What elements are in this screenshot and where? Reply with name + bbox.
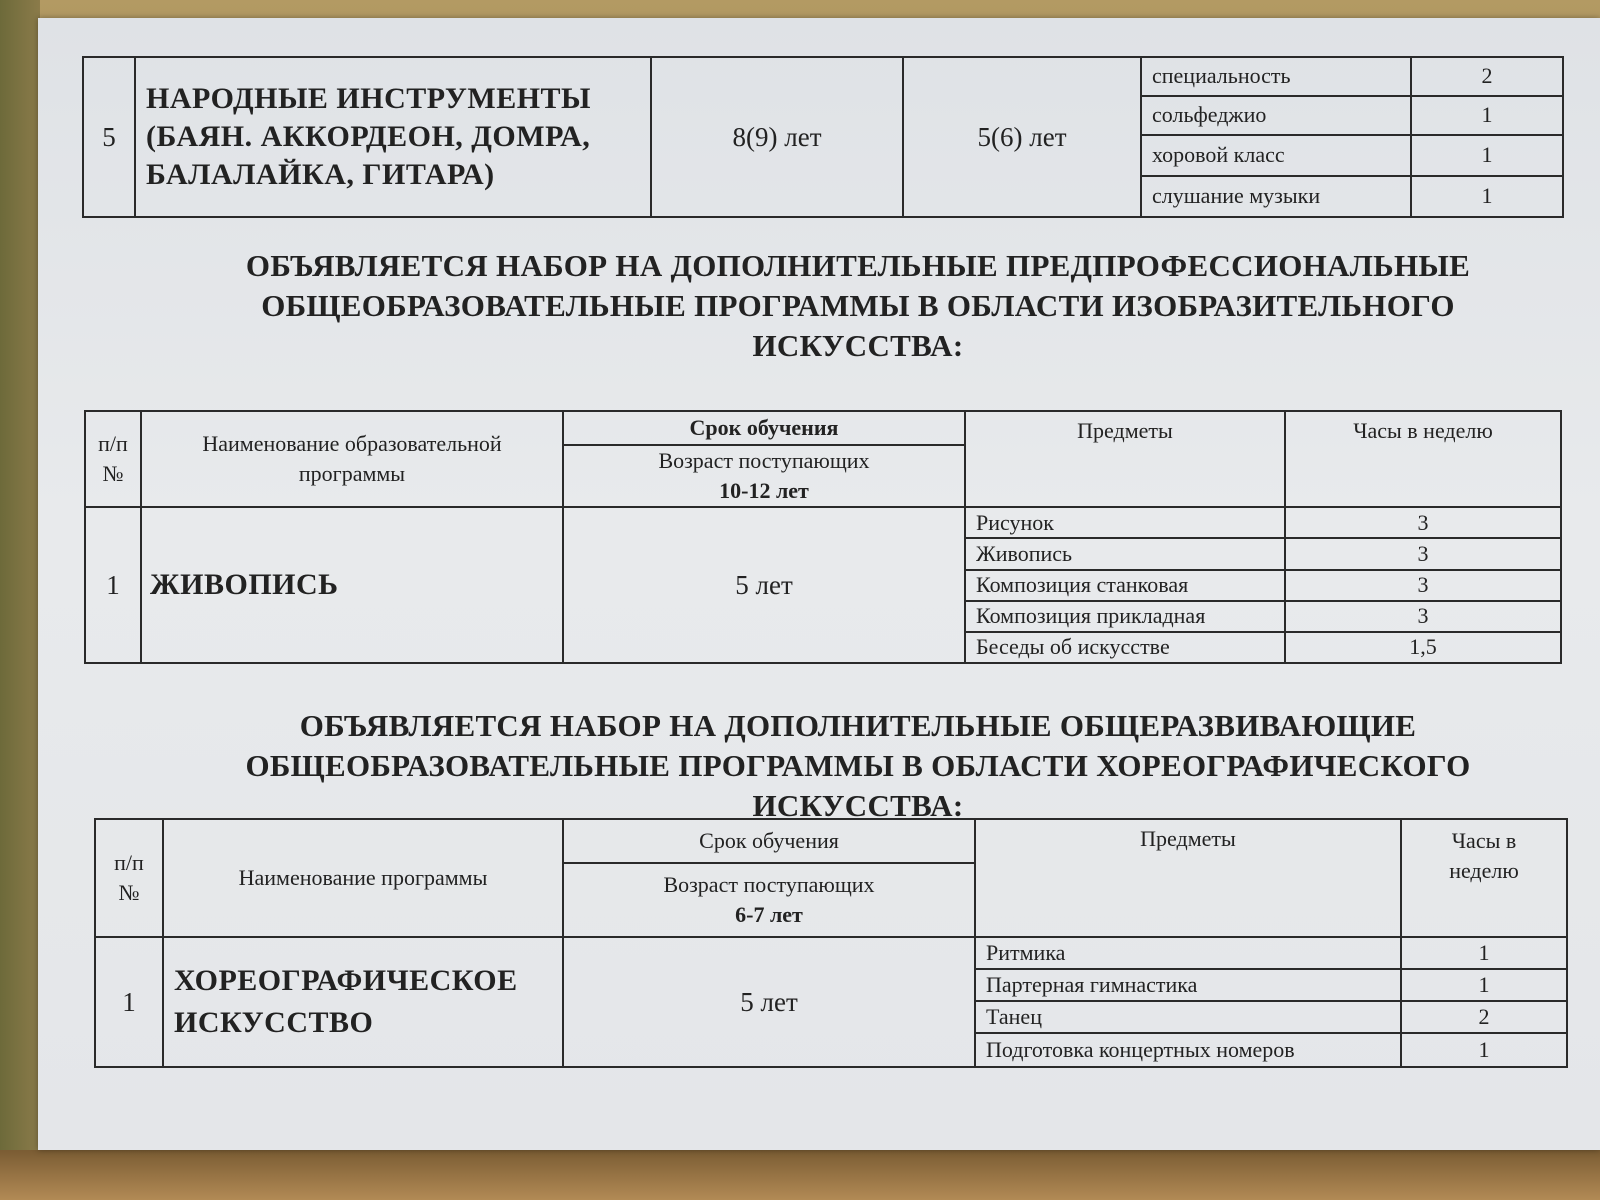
subject-name: Живопись bbox=[965, 538, 1285, 569]
subject-hours: 1 bbox=[1401, 1033, 1567, 1067]
subject-name: хоровой класс bbox=[1141, 135, 1411, 176]
subject-name: Композиция станковая bbox=[965, 570, 1285, 601]
col-age-header: Возраст поступающих 10-12 лет bbox=[563, 445, 965, 507]
program-name: ХОРЕОГРАФИЧЕСКОЕ ИСКУССТВО bbox=[163, 937, 563, 1067]
row-number: 1 bbox=[95, 937, 163, 1067]
row-number: 1 bbox=[85, 507, 141, 663]
subject-hours: 1 bbox=[1401, 969, 1567, 1001]
col-program-header: Наименование образовательной программы bbox=[141, 411, 563, 507]
subject-name: специальность bbox=[1141, 57, 1411, 96]
dance-section-heading: ОБЪЯВЛЯЕТСЯ НАБОР НА ДОПОЛНИТЕЛЬНЫЕ ОБЩЕРАЗВИВАЮЩИЕ ОБЩЕОБРАЗОВАТЕЛЬНЫЕ ПРОГРАММЫ В ОБЛАСТИ ХОРЕОГРАФИЧЕСКОГО ИСКУССТВА: bbox=[245, 708, 1471, 823]
program-term: 5 лет bbox=[563, 937, 975, 1067]
col-program-header: Наименование программы bbox=[163, 819, 563, 937]
program-name: НАРОДНЫЕ ИНСТРУМЕНТЫ (БАЯН. АККОРДЕОН, ДОМРА, БАЛАЛАЙКА, ГИТАРА) bbox=[135, 57, 651, 217]
term-short: 5(6) лет bbox=[903, 57, 1141, 217]
notice-sheet bbox=[38, 18, 1600, 1150]
subject-hours: 1,5 bbox=[1285, 632, 1561, 663]
row-number: 5 bbox=[83, 57, 135, 217]
subject-name: Партерная гимнастика bbox=[975, 969, 1401, 1001]
subject-name: Беседы об искусстве bbox=[965, 632, 1285, 663]
subject-hours: 2 bbox=[1401, 1001, 1567, 1033]
subject-name: слушание музыки bbox=[1141, 176, 1411, 217]
col-hours-header: Часы в неделю bbox=[1401, 819, 1567, 937]
col-subjects-header: Предметы bbox=[975, 819, 1401, 937]
art-program-table bbox=[84, 410, 1562, 664]
subject-name: сольфеджио bbox=[1141, 96, 1411, 135]
col-term-header: Срок обучения bbox=[563, 819, 975, 863]
dance-program-table bbox=[94, 818, 1568, 1068]
col-number-header: п/п № bbox=[95, 819, 163, 937]
subject-name: Композиция прикладная bbox=[965, 601, 1285, 632]
subject-hours: 3 bbox=[1285, 570, 1561, 601]
col-hours-header: Часы в неделю bbox=[1285, 411, 1561, 507]
subject-hours: 1 bbox=[1401, 937, 1567, 969]
col-age-header: Возраст поступающих 6-7 лет bbox=[563, 863, 975, 937]
subject-hours: 1 bbox=[1411, 176, 1563, 217]
col-term-header: Срок обучения bbox=[563, 411, 965, 445]
subject-hours: 3 bbox=[1285, 507, 1561, 538]
art-section-heading: ОБЪЯВЛЯЕТСЯ НАБОР НА ДОПОЛНИТЕЛЬНЫЕ ПРЕДПРОФЕССИОНАЛЬНЫЕ ОБЩЕОБРАЗОВАТЕЛЬНЫЕ ПРОГРАММЫ В ОБЛАСТИ ИЗОБРАЗИТЕЛЬНОГО ИСКУССТВА: bbox=[245, 248, 1471, 363]
subject-name: Танец bbox=[975, 1001, 1401, 1033]
subject-hours: 1 bbox=[1411, 135, 1563, 176]
frame-bottom bbox=[0, 1150, 1600, 1200]
subject-hours: 3 bbox=[1285, 601, 1561, 632]
program-term: 5 лет bbox=[563, 507, 965, 663]
term-long: 8(9) лет bbox=[651, 57, 903, 217]
subject-name: Ритмика bbox=[975, 937, 1401, 969]
subject-name: Подготовка концертных номеров bbox=[975, 1033, 1401, 1067]
col-subjects-header: Предметы bbox=[965, 411, 1285, 507]
subject-name: Рисунок bbox=[965, 507, 1285, 538]
program-name: ЖИВОПИСЬ bbox=[141, 507, 563, 663]
frame-edge bbox=[0, 0, 40, 1200]
col-number-header: п/п № bbox=[85, 411, 141, 507]
subject-hours: 2 bbox=[1411, 57, 1563, 96]
subject-hours: 3 bbox=[1285, 538, 1561, 569]
music-program-table bbox=[82, 56, 1564, 218]
subject-hours: 1 bbox=[1411, 96, 1563, 135]
